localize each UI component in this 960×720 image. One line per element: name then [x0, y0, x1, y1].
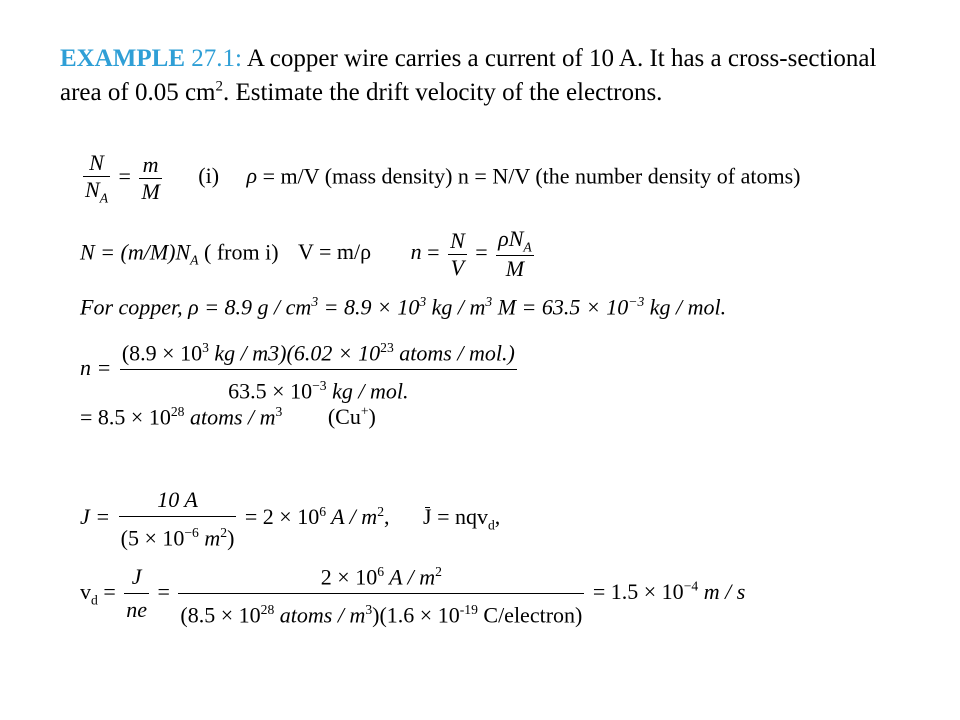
volume-expression: V = m/ρ — [298, 239, 372, 265]
fraction-J-over-ne: $\frac{J}{ne}$ — [124, 561, 149, 626]
J-relation: J = nqv$_d$, — [423, 504, 501, 533]
fraction-n-value: $\frac{(8.9 \times 10^3 kg / m3)(6.02 \times 10^{23} atoms / mol.)}{63.5 \times 10^{-3} kg / mol.}$ — [120, 332, 517, 408]
problem-text-2: . Estimate the drift velocity of the electrons. — [222, 79, 663, 106]
fraction-m-over-M: $\frac{m}{M}$ — [141, 151, 160, 204]
rho-symbol: ρ — [246, 163, 258, 189]
example-label: EXAMPLE 27.1: — [60, 45, 247, 72]
problem-text-1: A copper wire carries a current of 10 A. It has a cross-sectional area of 0.05 cm — [60, 45, 877, 106]
N-expression: N = (m/M)N — [80, 239, 191, 265]
equation-mole-ratio: $\frac{N}{N_A}$ = $\frac{m}{M}$ (i) ρ = m/V (mass density) n = N/V (the number density of atoms) — [85, 150, 801, 206]
fraction-rhoNA-over-M: $\frac{\rho N_A}{M}$ — [498, 226, 532, 282]
equation-n-calculation: n = $\frac{(8.9 \times 10^3 kg / m3)(6.02 \times 10^{23} atoms / mol.)}{63.5 \times 10^{-3} kg / mol.}$ — [80, 332, 520, 408]
fraction-velocity-value: $\frac{2 \times 10^6 A / m^2}{(8.5 \times 10^{28} atoms / m^3)(1.6 \times 10^{-19} C/electron)}$ — [178, 556, 584, 632]
example-heading — [60, 42, 920, 110]
from-i-note: ( from i) — [198, 239, 279, 265]
equation-current-density: J = $\frac{10 A}{(5 \times 10^{-6} m^2)}$ = $2 \times 10^6$ A / $m^2$, J = nqv$_d$, — [80, 484, 500, 554]
density-definitions: = m/V (mass density) n = N/V (the number density of atoms) — [257, 163, 801, 189]
n-symbol: n — [410, 239, 422, 265]
fraction-N-over-NA: $\frac{N}{N_A}$ — [85, 150, 109, 206]
fraction-current-over-area: $\frac{10 A}{(5 \times 10^{-6} m^2)}$ — [119, 484, 237, 554]
fraction-N-over-V: $\frac{N}{V}$ — [450, 227, 465, 280]
equation-n-result: = $8.5 \times 10^{28}$ atoms / $m^3$ (Cu+) — [80, 404, 376, 430]
copper-ion: (Cu+) — [327, 404, 376, 430]
equation-number-density: $N = (m/M)N_A$ ( from i) V = m/ρ n = $\frac{N}{V}$ = $\frac{\rho N_A}{M}$ — [80, 226, 532, 282]
area-exponent: 2 — [215, 78, 223, 95]
equation-drift-velocity: $v_d$ = $\frac{J}{ne}$ = $\frac{2 \times 10^6 A / m^2}{(8.5 \times 10^{28} atoms / m^3)(1.6 \times 10^{-19} C/electron)}$ = $1.5 \times 10^{-4}$ m / s — [80, 556, 745, 632]
equation-tag-i: (i) — [198, 163, 220, 189]
equation-copper-constants: For copper, ρ = 8.9 $g / cm^3 = 8.9 \times 10^3$ kg / $m^3$ $M = 63.5 \times 10^{-3}$ kg / mol. — [80, 294, 727, 320]
